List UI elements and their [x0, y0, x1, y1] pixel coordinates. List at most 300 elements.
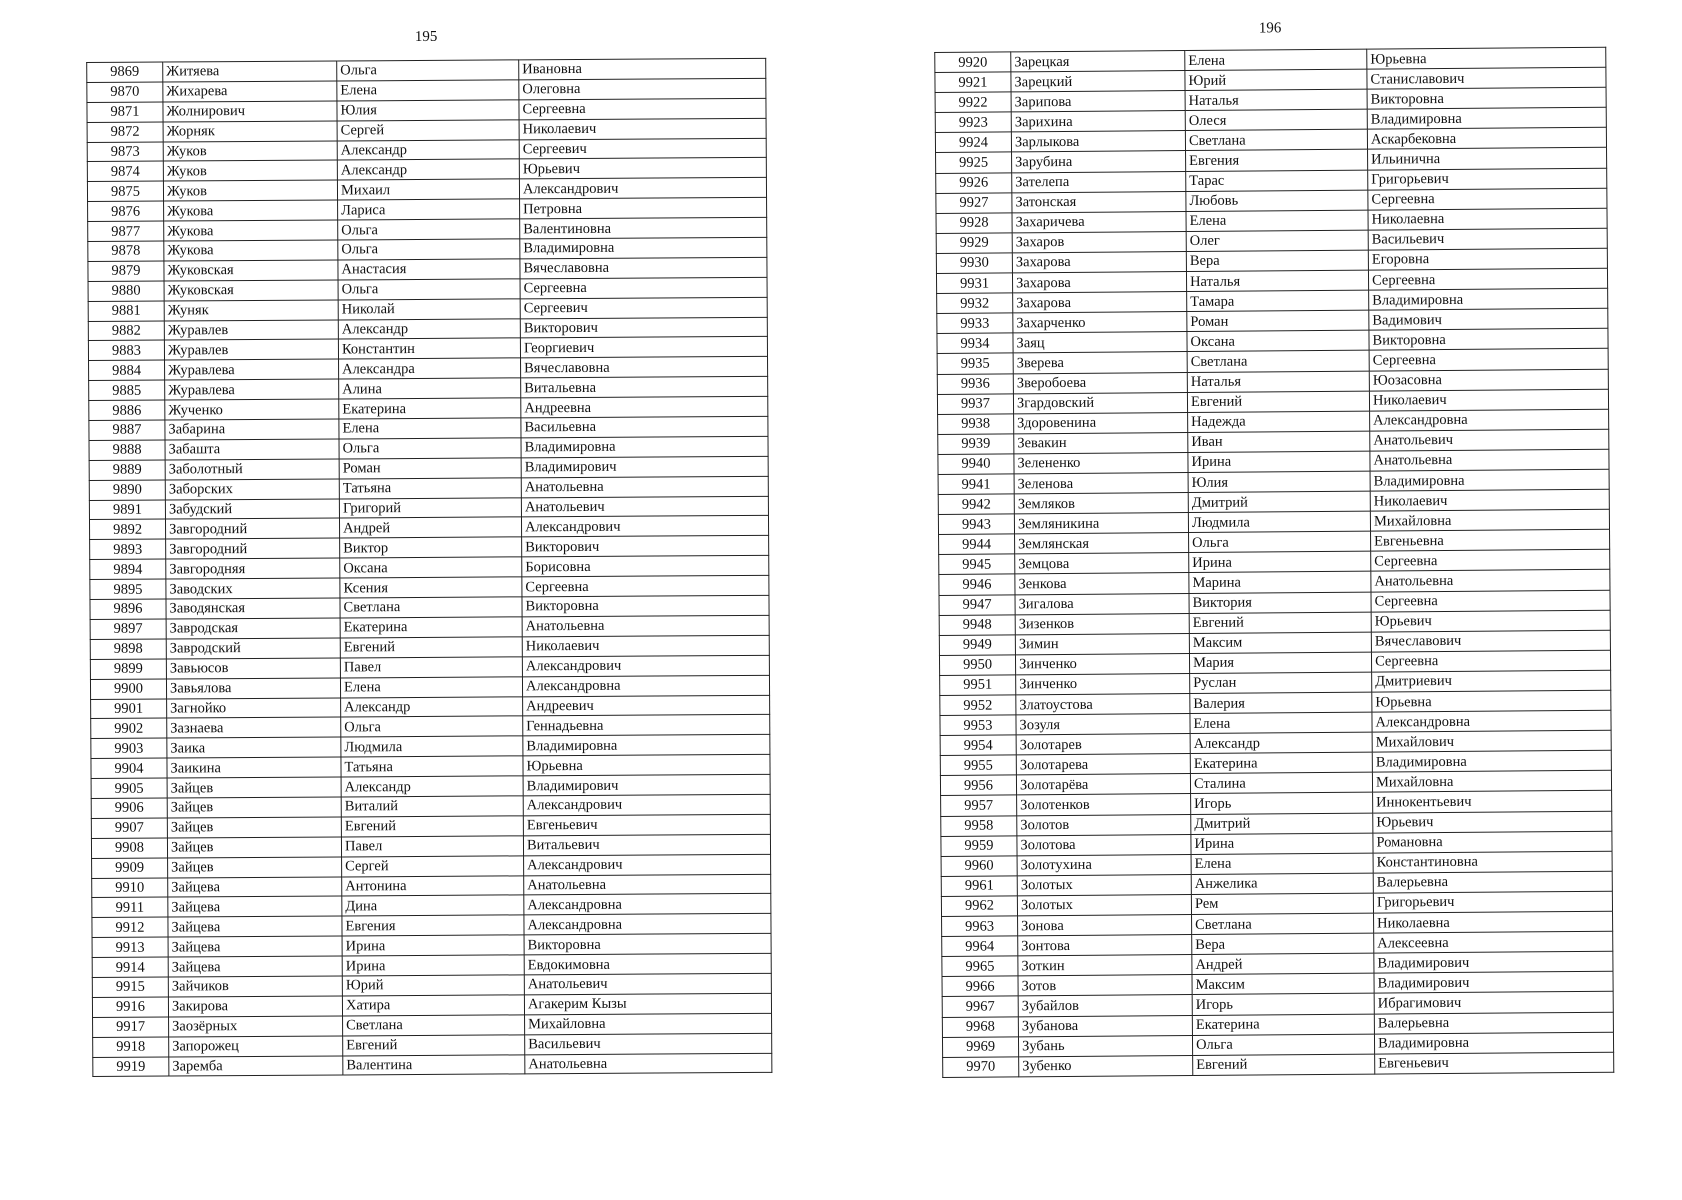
- surname-cell: Зубань: [1018, 1035, 1192, 1056]
- first-name-cell: Любовь: [1186, 190, 1368, 212]
- first-name-cell: Елена: [1191, 853, 1373, 875]
- entry-number: 9952: [940, 695, 1016, 716]
- surname-cell: Зелененко: [1014, 452, 1188, 473]
- surname-cell: Зотов: [1018, 975, 1192, 996]
- surname-cell: Золотарева: [1016, 754, 1190, 775]
- first-name-cell: Людмила: [1188, 511, 1370, 533]
- entry-number: 9913: [92, 937, 168, 957]
- entry-number: 9901: [91, 699, 167, 719]
- surname-cell: Запорожец: [169, 1036, 343, 1057]
- entry-number: 9869: [87, 62, 163, 82]
- entry-number: 9954: [940, 735, 1016, 756]
- first-name-cell: Александр: [1190, 732, 1372, 754]
- patronymic-cell: Сергеевна: [1371, 650, 1610, 672]
- patronymic-cell: Сергеевна: [1369, 349, 1608, 371]
- entry-number: 9958: [941, 815, 1017, 836]
- surname-cell: Зевакин: [1014, 432, 1188, 453]
- first-name-cell: Наталья: [1186, 270, 1368, 292]
- patronymic-cell: Анатольевна: [521, 476, 768, 497]
- entry-number: 9908: [91, 838, 167, 858]
- surname-cell: Зенкова: [1015, 573, 1189, 594]
- entry-number: 9879: [88, 261, 164, 281]
- entry-number: 9880: [88, 281, 164, 301]
- patronymic-cell: Владимировна: [1372, 750, 1611, 772]
- surname-cell: Захарова: [1012, 251, 1186, 272]
- surname-cell: Заикина: [167, 757, 341, 778]
- page-number: 195: [414, 28, 438, 45]
- surname-cell: Закирова: [168, 996, 342, 1017]
- surname-cell: Загнойко: [167, 697, 341, 718]
- entry-number: 9947: [939, 594, 1015, 615]
- patronymic-cell: Григорьевич: [1373, 891, 1612, 913]
- patronymic-cell: Анатольевна: [524, 874, 771, 895]
- surname-cell: Журавлева: [165, 359, 339, 380]
- entry-number: 9949: [939, 635, 1015, 656]
- surname-cell: Забудский: [165, 499, 339, 520]
- surname-cell: Золотов: [1017, 814, 1191, 835]
- entry-number: 9912: [92, 917, 168, 937]
- first-name-cell: Елена: [340, 676, 522, 697]
- surname-cell: Золотых: [1017, 874, 1191, 895]
- first-name-cell: Ирина: [342, 935, 524, 956]
- first-name-cell: Дмитрий: [1191, 813, 1373, 835]
- surname-cell: Зателепа: [1012, 171, 1186, 192]
- entry-number: 9970: [943, 1057, 1019, 1078]
- first-name-cell: Ксения: [340, 577, 522, 598]
- first-name-cell: Светлана: [343, 1015, 525, 1036]
- first-name-cell: Олег: [1186, 230, 1368, 252]
- first-name-cell: Николай: [338, 299, 520, 320]
- patronymic-cell: Станиславович: [1367, 67, 1606, 89]
- surname-cell: Золотенков: [1017, 794, 1191, 815]
- patronymic-cell: Агакерим Кызы: [524, 993, 771, 1014]
- surname-cell: Зверобоева: [1013, 372, 1187, 393]
- first-name-cell: Екатерина: [1192, 1014, 1374, 1036]
- patronymic-cell: Валерьевна: [1374, 1012, 1613, 1034]
- surname-cell: Зигалова: [1015, 593, 1189, 614]
- entry-number: 9969: [942, 1036, 1018, 1057]
- surname-cell: Завродский: [166, 638, 340, 659]
- entry-number: 9899: [90, 659, 166, 679]
- entry-number: 9877: [88, 221, 164, 241]
- entry-number: 9943: [938, 514, 1014, 535]
- entry-number: 9890: [89, 480, 165, 500]
- entry-number: 9925: [936, 152, 1012, 173]
- first-name-cell: Вера: [1192, 933, 1374, 955]
- entry-number: 9882: [88, 321, 164, 341]
- first-name-cell: Сергей: [337, 120, 519, 141]
- entry-number: 9923: [935, 112, 1011, 133]
- surname-cell: Забашта: [165, 439, 339, 460]
- first-name-cell: Ольга: [1192, 1034, 1374, 1056]
- entry-number: 9932: [937, 293, 1013, 314]
- patronymic-cell: Олеговна: [519, 78, 766, 99]
- surname-cell: Жученко: [165, 399, 339, 420]
- first-name-cell: Виталий: [341, 796, 523, 817]
- patronymic-cell: Валентиновна: [520, 217, 767, 238]
- entry-number: 9874: [87, 161, 163, 181]
- entry-number: 9941: [938, 474, 1014, 495]
- patronymic-cell: Николаевич: [522, 635, 769, 656]
- patronymic-cell: Викторовна: [522, 595, 769, 616]
- patronymic-cell: Григорьевич: [1368, 168, 1607, 190]
- first-name-cell: Михаил: [337, 179, 519, 200]
- first-name-cell: Ольга: [1189, 531, 1371, 553]
- first-name-cell: Ольга: [339, 438, 521, 459]
- first-name-cell: Надежда: [1188, 411, 1370, 433]
- entry-number: 9886: [89, 400, 165, 420]
- surname-cell: Земляникина: [1014, 513, 1188, 534]
- surname-cell: Захаров: [1012, 231, 1186, 252]
- first-name-cell: Ирина: [1188, 451, 1370, 473]
- page-number: 196: [1258, 20, 1282, 37]
- patronymic-cell: Романовна: [1373, 831, 1612, 853]
- patronymic-cell: Александровна: [522, 675, 769, 696]
- surname-cell: Жолнирович: [163, 101, 337, 122]
- patronymic-cell: Михайловна: [1372, 771, 1611, 793]
- entry-number: 9876: [88, 201, 164, 221]
- patronymic-cell: Юрьевна: [1367, 47, 1606, 69]
- patronymic-cell: Борисовна: [522, 556, 769, 577]
- entry-number: 9944: [939, 534, 1015, 555]
- surname-cell: Зубенко: [1019, 1055, 1193, 1076]
- patronymic-cell: Сергеевна: [522, 575, 769, 596]
- first-name-cell: Ирина: [342, 955, 524, 976]
- first-name-cell: Ольга: [338, 239, 520, 260]
- entry-number: 9873: [87, 142, 163, 162]
- patronymic-cell: Вячеславовна: [521, 357, 768, 378]
- patronymic-cell: Владимировна: [1374, 1032, 1613, 1054]
- first-name-cell: Анастасия: [338, 259, 520, 280]
- first-name-cell: Андрей: [339, 517, 521, 538]
- first-name-cell: Екатерина: [339, 398, 521, 419]
- patronymic-cell: Дмитриевич: [1372, 670, 1611, 692]
- surname-cell: Зайцева: [168, 936, 342, 957]
- patronymic-cell: Аскарбековна: [1367, 128, 1606, 150]
- patronymic-cell: Михайлович: [1372, 730, 1611, 752]
- patronymic-cell: Вадимович: [1369, 308, 1608, 330]
- first-name-cell: Евгения: [342, 915, 524, 936]
- first-name-cell: Елена: [1190, 712, 1372, 734]
- first-name-cell: Ирина: [1191, 833, 1373, 855]
- surname-cell: Зарихина: [1011, 111, 1185, 132]
- patronymic-cell: Викторовна: [1369, 329, 1608, 351]
- surname-cell: Жукова: [164, 220, 338, 241]
- first-name-cell: Евгения: [1186, 150, 1368, 172]
- entry-number: 9878: [88, 241, 164, 261]
- first-name-cell: Роман: [1187, 310, 1369, 332]
- entry-number: 9884: [89, 360, 165, 380]
- surname-cell: Заводянская: [166, 598, 340, 619]
- entry-number: 9962: [941, 896, 1017, 917]
- surname-cell: Зайцев: [167, 817, 341, 838]
- patronymic-cell: Юозасовна: [1369, 369, 1608, 391]
- entry-number: 9930: [936, 253, 1012, 274]
- surname-cell: Зайцева: [168, 916, 342, 937]
- first-name-cell: Александр: [338, 318, 520, 339]
- surname-cell: Жихарева: [163, 81, 337, 102]
- patronymic-cell: Владимирович: [1374, 951, 1613, 973]
- patronymic-cell: Анатольевна: [522, 615, 769, 636]
- entry-number: 9942: [938, 494, 1014, 515]
- patronymic-cell: Сергеевна: [1371, 550, 1610, 572]
- surname-cell: Златоустова: [1016, 694, 1190, 715]
- patronymic-cell: Михайловна: [1370, 509, 1609, 531]
- patronymic-cell: Викторович: [520, 317, 767, 338]
- first-name-cell: Иван: [1188, 431, 1370, 453]
- patronymic-cell: Анатольевна: [1370, 449, 1609, 471]
- surname-cell: Жукова: [164, 200, 338, 221]
- first-name-cell: Дина: [342, 895, 524, 916]
- surname-cell: Завгородний: [165, 518, 339, 539]
- first-name-cell: Евгений: [343, 1034, 525, 1055]
- first-name-cell: Светлана: [1187, 350, 1369, 372]
- surname-cell: Заборских: [165, 479, 339, 500]
- surname-cell: Зонова: [1018, 915, 1192, 936]
- surname-cell: Журавлева: [165, 379, 339, 400]
- first-name-cell: Александр: [341, 776, 523, 797]
- entry-number: 9938: [938, 414, 1014, 435]
- patronymic-cell: Николаевна: [1374, 911, 1613, 933]
- surname-cell: Жуковская: [164, 260, 338, 281]
- entry-number: 9907: [91, 818, 167, 838]
- entry-number: 9928: [936, 213, 1012, 234]
- entry-number: 9935: [937, 353, 1013, 374]
- first-name-cell: Ольга: [341, 716, 523, 737]
- entry-number: 9914: [92, 957, 168, 977]
- first-name-cell: Светлана: [340, 597, 522, 618]
- patronymic-cell: Ивановна: [519, 58, 766, 79]
- entry-number: 9933: [937, 313, 1013, 334]
- entry-number: 9889: [89, 460, 165, 480]
- surname-cell: Жуков: [163, 180, 337, 201]
- entry-number: 9870: [87, 82, 163, 102]
- first-name-cell: Александр: [337, 159, 519, 180]
- entry-number: 9892: [89, 520, 165, 540]
- patronymic-cell: Витальевна: [521, 377, 768, 398]
- entry-number: 9922: [935, 92, 1011, 113]
- entry-number: 9895: [90, 579, 166, 599]
- surname-cell: Зайцев: [167, 837, 341, 858]
- first-name-cell: Светлана: [1185, 129, 1367, 151]
- surname-cell: Золотых: [1017, 894, 1191, 915]
- surname-cell: Зайцев: [167, 797, 341, 818]
- surname-cell: Завьюсов: [166, 658, 340, 679]
- entry-number: 9964: [942, 936, 1018, 957]
- entry-number: 9961: [941, 876, 1017, 897]
- registry-table: [934, 47, 1614, 1078]
- surname-cell: Зарецкий: [1011, 71, 1185, 92]
- patronymic-cell: Сергеевич: [520, 297, 767, 318]
- entry-number: 9897: [90, 619, 166, 639]
- first-name-cell: Елена: [337, 80, 519, 101]
- first-name-cell: Виктор: [340, 537, 522, 558]
- patronymic-cell: Викторовна: [1367, 87, 1606, 109]
- entry-number: 9927: [936, 193, 1012, 214]
- entry-number: 9909: [92, 858, 168, 878]
- page-196: [934, 17, 1614, 1078]
- entry-number: 9910: [92, 878, 168, 898]
- first-name-cell: Наталья: [1187, 371, 1369, 393]
- patronymic-cell: Владимирович: [523, 774, 770, 795]
- entry-number: 9903: [91, 738, 167, 758]
- first-name-cell: Людмила: [341, 736, 523, 757]
- surname-cell: Зизенков: [1015, 613, 1189, 634]
- surname-cell: Захарченко: [1013, 312, 1187, 333]
- patronymic-cell: Сергеевич: [519, 138, 766, 159]
- surname-cell: Згардовский: [1013, 392, 1187, 413]
- first-name-cell: Екатерина: [1190, 752, 1372, 774]
- first-name-cell: Оксана: [340, 557, 522, 578]
- patronymic-cell: Петровна: [520, 198, 767, 219]
- patronymic-cell: Владимировна: [1367, 108, 1606, 130]
- patronymic-cell: Владимировна: [1370, 469, 1609, 491]
- patronymic-cell: Валерьевна: [1373, 871, 1612, 893]
- patronymic-cell: Геннадьевна: [523, 715, 770, 736]
- patronymic-cell: Егоровна: [1368, 248, 1607, 270]
- patronymic-cell: Витальевич: [523, 834, 770, 855]
- patronymic-cell: Викторовна: [524, 934, 771, 955]
- first-name-cell: Татьяна: [339, 478, 521, 499]
- patronymic-cell: Юрьевич: [1373, 811, 1612, 833]
- surname-cell: Зозуля: [1016, 714, 1190, 735]
- surname-cell: Зубайлов: [1018, 995, 1192, 1016]
- surname-cell: Заболотный: [165, 459, 339, 480]
- patronymic-cell: Юрьевич: [519, 158, 766, 179]
- entry-number: 9946: [939, 574, 1015, 595]
- patronymic-cell: Александровна: [1370, 409, 1609, 431]
- surname-cell: Завродская: [166, 618, 340, 639]
- entry-number: 9929: [936, 233, 1012, 254]
- first-name-cell: Светлана: [1192, 913, 1374, 935]
- entry-number: 9951: [940, 675, 1016, 696]
- entry-number: 9921: [935, 72, 1011, 93]
- surname-cell: Землянская: [1015, 533, 1189, 554]
- entry-number: 9967: [942, 996, 1018, 1017]
- surname-cell: Житяева: [163, 61, 337, 82]
- patronymic-cell: Ибрагимович: [1374, 992, 1613, 1014]
- surname-cell: Завьялова: [166, 678, 340, 699]
- first-name-cell: Валерия: [1190, 692, 1372, 714]
- patronymic-cell: Александрович: [521, 516, 768, 537]
- entry-number: 9940: [938, 454, 1014, 475]
- surname-cell: Заяц: [1013, 332, 1187, 353]
- first-name-cell: Валентина: [343, 1054, 525, 1075]
- surname-cell: Зайцева: [168, 896, 342, 917]
- surname-cell: Жукова: [164, 240, 338, 261]
- first-name-cell: Григорий: [339, 497, 521, 518]
- entry-number: 9898: [90, 639, 166, 659]
- patronymic-cell: Евдокимовна: [524, 953, 771, 974]
- first-name-cell: Дмитрий: [1188, 491, 1370, 513]
- surname-cell: Зайчиков: [168, 976, 342, 997]
- first-name-cell: Анжелика: [1191, 873, 1373, 895]
- patronymic-cell: Владимировна: [523, 735, 770, 756]
- entry-number: 9963: [942, 916, 1018, 937]
- surname-cell: Жуков: [163, 160, 337, 181]
- entry-number: 9968: [942, 1016, 1018, 1037]
- patronymic-cell: Анатольевна: [525, 1053, 772, 1074]
- first-name-cell: Евгений: [341, 816, 523, 837]
- surname-cell: Золотухина: [1017, 854, 1191, 875]
- first-name-cell: Юрий: [342, 975, 524, 996]
- surname-cell: Затонская: [1012, 191, 1186, 212]
- entry-number: 9911: [92, 897, 168, 917]
- entry-number: 9966: [942, 976, 1018, 997]
- entry-number: 9931: [936, 273, 1012, 294]
- patronymic-cell: Владимирович: [521, 456, 768, 477]
- first-name-cell: Лариса: [338, 199, 520, 220]
- patronymic-cell: Андреевич: [523, 695, 770, 716]
- entry-number: 9937: [937, 393, 1013, 414]
- entry-number: 9915: [92, 977, 168, 997]
- patronymic-cell: Владимировна: [521, 436, 768, 457]
- entry-number: 9875: [87, 181, 163, 201]
- surname-cell: Журавлев: [164, 339, 338, 360]
- patronymic-cell: Алексеевна: [1374, 931, 1613, 953]
- first-name-cell: Вера: [1186, 250, 1368, 272]
- patronymic-cell: Ильинична: [1368, 148, 1607, 170]
- entry-number: 9891: [89, 500, 165, 520]
- patronymic-cell: Сергеевна: [519, 98, 766, 119]
- patronymic-cell: Николаевич: [519, 118, 766, 139]
- patronymic-cell: Андреевна: [521, 396, 768, 417]
- patronymic-cell: Анатольевич: [524, 973, 771, 994]
- entry-number: 9871: [87, 102, 163, 122]
- first-name-cell: Евгений: [1187, 391, 1369, 413]
- page-195: [86, 26, 772, 1078]
- patronymic-cell: Анатольевна: [1371, 570, 1610, 592]
- entry-number: 9959: [941, 836, 1017, 857]
- surname-cell: Захаричева: [1012, 211, 1186, 232]
- entry-number: 9919: [93, 1057, 169, 1077]
- patronymic-cell: Александрович: [524, 854, 771, 875]
- patronymic-cell: Евгеньевич: [523, 814, 770, 835]
- entry-number: 9887: [89, 420, 165, 440]
- patronymic-cell: Александровна: [524, 894, 771, 915]
- entry-number: 9955: [940, 755, 1016, 776]
- first-name-cell: Игорь: [1192, 993, 1374, 1015]
- surname-cell: Зарипова: [1011, 91, 1185, 112]
- surname-cell: Зайцева: [168, 956, 342, 977]
- patronymic-cell: Владимировна: [1369, 288, 1608, 310]
- entry-number: 9888: [89, 440, 165, 460]
- entry-number: 9893: [90, 539, 166, 559]
- surname-cell: Заремба: [169, 1055, 343, 1076]
- entry-number: 9945: [939, 554, 1015, 575]
- entry-number: 9918: [93, 1037, 169, 1057]
- surname-cell: Зверева: [1013, 352, 1187, 373]
- table-row: [93, 1053, 772, 1077]
- entry-number: 9896: [90, 599, 166, 619]
- patronymic-cell: Анатольевич: [1370, 429, 1609, 451]
- entry-number: 9948: [939, 615, 1015, 636]
- patronymic-cell: Николаевна: [1368, 208, 1607, 230]
- patronymic-cell: Анатольевич: [521, 496, 768, 517]
- surname-cell: Зинченко: [1015, 653, 1189, 674]
- entry-number: 9957: [941, 795, 1017, 816]
- first-name-cell: Павел: [341, 836, 523, 857]
- patronymic-cell: Александровна: [1372, 710, 1611, 732]
- surname-cell: Зинченко: [1016, 673, 1190, 694]
- first-name-cell: Алина: [339, 378, 521, 399]
- entry-number: 9965: [942, 956, 1018, 977]
- first-name-cell: Александр: [337, 139, 519, 160]
- first-name-cell: Андрей: [1192, 953, 1374, 975]
- entry-number: 9872: [87, 122, 163, 142]
- entry-number: 9934: [937, 333, 1013, 354]
- surname-cell: Здоровенина: [1014, 412, 1188, 433]
